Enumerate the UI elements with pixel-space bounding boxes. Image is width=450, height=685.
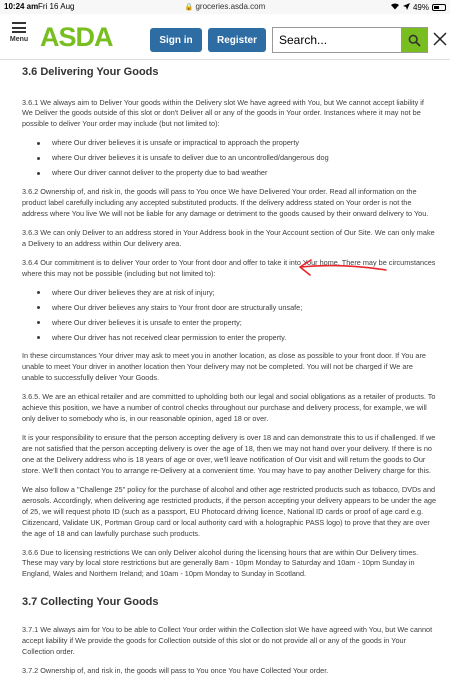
wifi-icon xyxy=(390,2,400,12)
search-input[interactable] xyxy=(273,28,401,52)
delivery-exceptions-list xyxy=(22,138,436,179)
paragraph-3-6-6: 3.6.6 Due to licensing restrictions We can only Deliver alcohol during the licensing hours that are within Our Delivery times. These may vary by local store restrictions but are generally 8am - 10pm Monday to Saturday and 10am - 10pm Sunday in England, Wales and Northern Ireland; and 10am - 10pm Monday to Sunday in Scotland. xyxy=(22,547,419,579)
sign-in-button[interactable]: Sign in xyxy=(150,28,202,52)
menu-button[interactable] xyxy=(6,22,32,43)
paragraph-3-6-4: 3.6.4 Our commitment is to deliver Your order to Your front door and offer to take it into Your home. There may be circumstances where this may not be possible (including but not limited to): xyxy=(22,257,436,278)
address-bar[interactable] xyxy=(0,2,450,11)
status-date: Fri 16 Aug xyxy=(38,2,75,11)
battery-icon xyxy=(432,4,446,11)
paragraph-3-6-5: 3.6.5. We are an ethical retailer and are committed to upholding both our legal and social obligations as a retailer of products. To achieve this position, we have a number of control checks throughout our purchase and delivery process, for example, we will only deliver to somebody who is, in our reasonable opinion, aged 18 or over. xyxy=(22,392,436,424)
menu-label: Menu xyxy=(9,36,29,43)
close-button[interactable] xyxy=(433,30,447,48)
list-item: where Our driver believes they are at risk of injury; xyxy=(22,288,436,299)
list-item: where Our driver believes it is unsafe to enter the property; xyxy=(22,318,436,329)
list-item: where Our driver cannot deliver to the property due to bad weather xyxy=(22,168,436,179)
section-heading-collecting: 3.7 Collecting Your Goods xyxy=(22,596,159,609)
battery-percent: 49% xyxy=(412,2,429,12)
site-header xyxy=(0,14,450,60)
list-item: where Our driver believes it is unsafe or impractical to approach the property xyxy=(22,138,436,149)
paragraph-3-6-2: 3.6.2 Ownership of, and risk in, the goods will pass to You once We have Delivered Your order. Read all information on the product label carefully including any accepted substituted products. If the delivery address stated on Your order is not the address where You live We will not be liable for any damage or detriment to the goods caused by their onward delivery to You. xyxy=(22,187,429,218)
status-time: 10:24 am xyxy=(4,2,39,11)
paragraph-3-6-3: 3.6.3 We can only Deliver to an address stored in Your Address book in the Your Account section of Our Site. We can only make a Delivery to an address within Our delivery area. xyxy=(22,227,435,248)
paragraph-3-6-1: 3.6.1 We always aim to Deliver Your goods within the Delivery slot We have agreed with You, but We cannot accept liability if We Deliver the goods outside of this slot or don't Deliver all or any of the goods in Your order. Instances where it may not be possible to deliver Your order may include (but not limited to): xyxy=(22,97,424,129)
terms-content xyxy=(22,62,436,685)
asda-logo[interactable]: ASDA xyxy=(40,22,113,52)
paragraph-responsibility: It is your responsibility to ensure that the person accepting delivery is over 18 and can demonstrate this to us if challenged. If we are not satisfied that the person accepting delivery is over the age of 18, then we may not hand over your delivery. If there is no one at the Delivery address who is 18 years of age or over, we'll leave notification of Our visit and will return the goods to Our store. We'll then contact You to arrange re-Delivery at a convenient time. You may have to pay another Delivery charge for this. xyxy=(22,433,436,475)
close-icon xyxy=(433,30,447,48)
address-url: groceries.asda.com xyxy=(195,2,266,11)
hamburger-icon xyxy=(12,22,26,33)
register-button[interactable]: Register xyxy=(208,28,266,52)
paragraph-challenge-25: We also follow a "Challenge 25" policy for the purchase of alcohol and other age restricted products such as tobacco, DVDs and aerosols. Accordingly, when delivering age restricted products, if the person accepting your delivery appears to be under the age of 25, we will request photo ID (such as a passport, EU Photocard driving licence, National ID cards or proof of age card e.g. Citizencard, Validate UK, Portman Group card or local authority card with a holographic PASS logo) to prove that they are over the age of 18 and can lawfully purchase such products. xyxy=(22,484,437,538)
paragraph-3-7-1: 3.7.1 We always aim for You to be able to Collect Your order within the Collection slot We have agreed with You, but We cannot accept liability if We provide the goods for Collection outside of this slot or do not provide all or any of the goods in Your Collection order. xyxy=(22,624,433,656)
status-bar xyxy=(0,0,450,14)
search-bar xyxy=(272,27,428,53)
list-item: where Our driver believes it is unsafe to deliver due to an uncontrolled/dangerous dog xyxy=(22,153,436,164)
list-item: where Our driver has not received clear permission to enter the property. xyxy=(22,333,436,344)
location-icon xyxy=(403,3,410,12)
search-button[interactable] xyxy=(401,28,427,52)
section-heading-delivering: 3.6 Delivering Your Goods xyxy=(22,66,159,78)
battery-level-fill xyxy=(434,6,439,9)
lock-icon: 🔒 xyxy=(184,4,194,11)
status-indicators xyxy=(390,2,446,12)
front-door-exceptions-list xyxy=(22,288,436,344)
list-item: where Our driver believes any stairs to Your front door are structurally unsafe; xyxy=(22,303,436,314)
paragraph-3-7-2: 3.7.2 Ownership of, and risk in, the goods will pass to You once You have Collected Your order. xyxy=(22,665,329,675)
paragraph-circumstances: In these circumstances Your driver may ask to meet you in another location, as close as possible to your front door. If You are unable to meet Your driver in another location then Your delivery may not be completed. You will not be charged if We are unable to successfully deliver Your Goods. xyxy=(22,351,426,383)
search-icon xyxy=(408,34,421,47)
